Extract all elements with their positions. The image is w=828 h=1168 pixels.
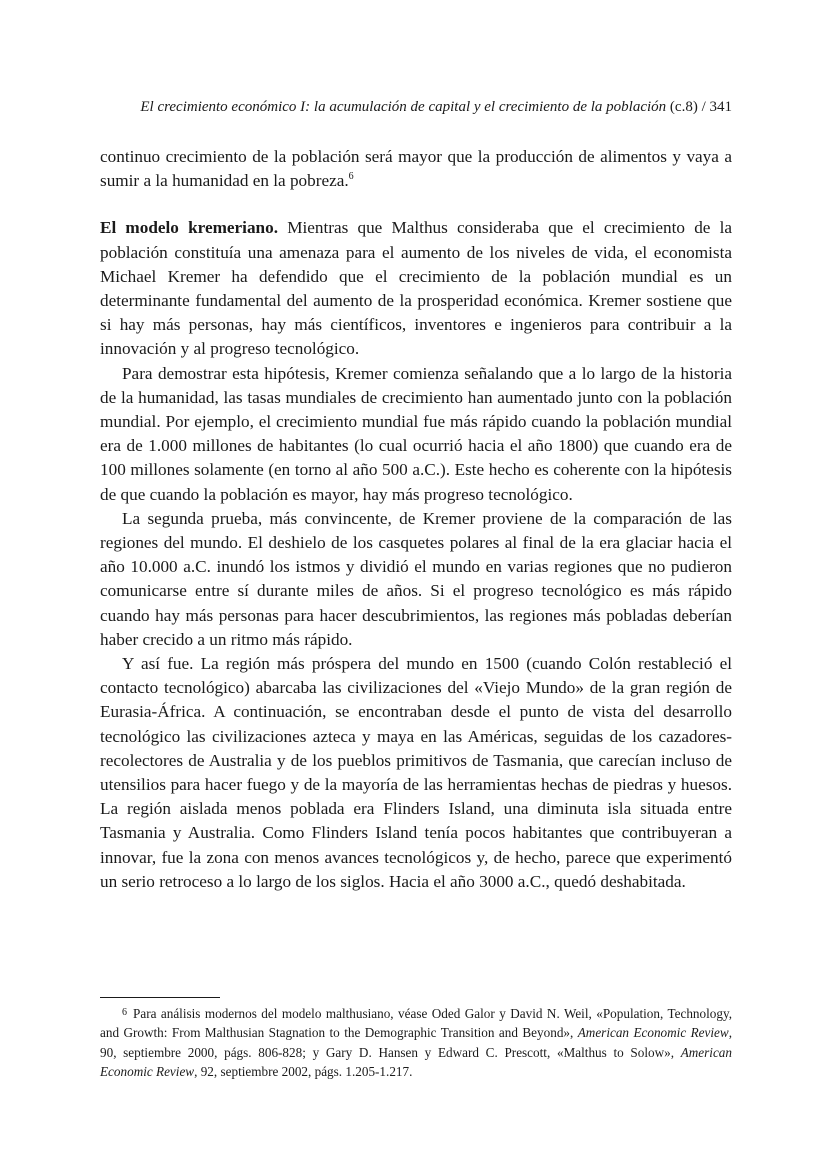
running-head (100, 97, 732, 117)
footnote-number: 6 (122, 1007, 127, 1018)
footnote-journal-title: American Economic Review (577, 1025, 729, 1041)
running-head-separator: / (701, 99, 706, 115)
footnote-text: Para análisis modernos del modelo malthusiano, véase Oded Galor y David N. Weil, «Population, Technology, and Growth: From Malthusian Stagnation to the Demographic Transition and Beyond», (100, 1006, 732, 1041)
footnote-journal-title: American Economic Review (100, 1044, 732, 1080)
paragraph-continuation (100, 145, 732, 193)
paragraph-regions: Y así fue. La región más próspera del mundo en 1500 (cuando Colón restableció el contacto tecnológico) abarcaba las civilizaciones del «Viejo Mundo» de la gran región de Eurasia-África. A continuación, se encontraban desde el punto de vista del desarrollo tecnológico las civilizaciones azteca y maya en las Américas, seguidas de los cazadores-recolectores de Australia y de los pueblos primitivos de Tasmania, que carecían incluso de utensilios para hacer fuego y de la mayoría de las herramientas hechas de piedras y huesos. La región aislada menos poblada era Flinders Island, una diminuta isla situada entre Tasmania y Australia. Como Flinders Island tenía pocos habitantes que contribuyeran a innovar, fue la zona con menos avances tecnológicos y, de hecho, parece que experimentó un serio retroceso a lo largo de los siglos. Hacia el año 3000 a.C., quedó deshabitada. (100, 654, 732, 891)
body-text (100, 145, 732, 894)
page-number: 341 (709, 99, 732, 115)
running-head-title: El crecimiento económico I: la acumulación de capital y el crecimiento de la población (140, 99, 667, 115)
footnote (100, 1003, 732, 1082)
paragraph-second-proof: La segunda prueba, más convincente, de Kremer proviene de la comparación de las regiones del mundo. El deshielo de los casquetes polares al final de la era glaciar hacia el año 10.000 a.C. inundó los istmos y dividió el mundo en varias regiones que no pudieron comunicarse entre sí durante miles de años. Si el progreso tecnológico es más rápido cuando hay más personas para hacer descubrimientos, las regiones más pobladas deberían haber crecido a un ritmo más rápido. (100, 508, 732, 649)
footnote-reference: 6 (348, 171, 354, 183)
paragraph-text: Mientras que Malthus consideraba que el crecimiento de la población constituía una amenaza para el aumento de los niveles de vida, el economista Michael Kremer ha defendido que el crecimiento de la población mundial es un determinante fundamental del aumento de la prosperidad económica. Kremer sostiene que si hay más personas, hay más científicos, inventores e ingenieros para contribuir a la innovación y al progreso tecnológico. (100, 218, 733, 359)
section-lead-heading: El modelo kremeriano. (100, 218, 278, 238)
paragraph-kremer-model (100, 216, 732, 361)
paragraph-hypothesis: Para demostrar esta hipótesis, Kremer comienza señalando que a lo largo de la historia de la humanidad, las tasas mundiales de crecimiento han aumentado junto con la población mundial. Por ejemplo, el crecimiento mundial fue más rápido cuando la población mundial era de 1.000 millones de habitantes (lo cual ocurrió hacia el año 1800) que cuando era de 100 millones solamente (en torno al año 500 a.C.). Este hecho es coherente con la hipótesis de que cuando la población es mayor, hay más progreso tecnológico. (100, 363, 732, 504)
paragraph-text: continuo crecimiento de la población será mayor que la producción de alimentos y vaya a sumir a la humanidad en la pobreza. (100, 147, 732, 191)
footnote-divider (100, 997, 220, 998)
footnote-text: , 92, septiembre 2002, págs. 1.205-1.217. (194, 1064, 413, 1080)
running-head-chapter: (c.8) (669, 99, 698, 115)
footnote-text: , 90, septiembre 2000, págs. 806-828; y Gary D. Hansen y Edward C. Prescott, «Malthus to Solow», (100, 1025, 732, 1060)
